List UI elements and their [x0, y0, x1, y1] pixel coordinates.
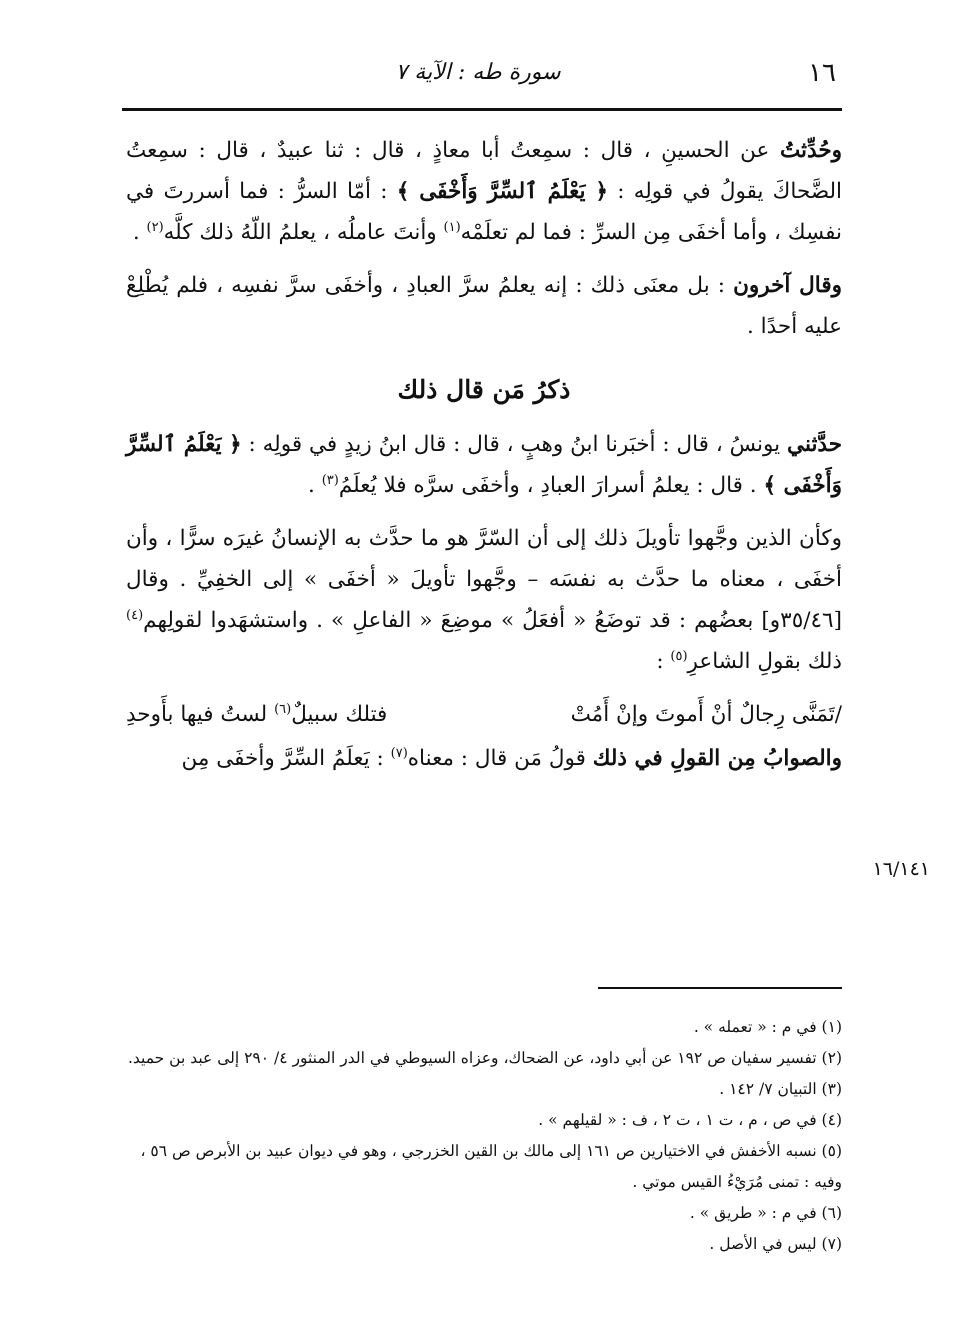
paragraph-text: عن الحسينِ ، قال : سمِعتُ أبا معاذٍ ، قال : ثنا عبيدٌ ، قال : سمِعتُ الضَّحاكَ يقولُ في قولِه : — [126, 138, 842, 204]
footnote-item: (٦) في م : « طريق » . — [689, 1204, 842, 1222]
paragraph-text: . قال : يعلمُ أسرارَ العبادِ ، وأخفَى سرَّه فلا يُعلَمُ — [338, 473, 764, 498]
paragraph-text: يونسُ ، قال : أخبَرنا ابنُ وهبٍ ، قال : قال ابنُ زيدٍ في قولِه : — [241, 432, 788, 457]
paragraph-lead: وقال آخرون — [733, 273, 842, 298]
paragraph-lead: حدَّثني — [787, 432, 842, 457]
margin-volume-reference: ١٦/١٤١ — [872, 858, 930, 880]
paragraph-text: وكأن الذين وجَّهوا تأويلَ ذلك إلى أن السّرَّ هو ما حدَّث به الإنسانُ غيرَه سرًّا ، وأن أخفَى ، معناه ما حدَّث به نفسَه – وجَّهوا تأويلَ « أخفَى » إلى الخفِيِّ . وقال [٣٥/٤٦و] بعضُهم : قد توضَعُ « أفعَلُ » موضِعَ « الفاعلِ » . واستشهَدوا لقولِهم — [126, 526, 842, 633]
poem-text: لستُ فيها بأَوحدِ — [126, 702, 275, 727]
paragraph-lead: والصوابُ مِن القولِ في ذلك — [592, 746, 842, 771]
paragraph-text: : أمّا السرُّ : فما أسررتَ في نفسِك ، وأما أخفَى مِن السرِّ : فما لم تعلَمْه — [126, 179, 842, 245]
paragraph-text: : بل معنَى ذلك : إنه يعلمُ سرَّ العبادِ ، وأخفَى سرَّ نفسِه ، فلم يُطْلِعْ عليه أحدًا . — [126, 273, 842, 339]
running-header-title: سورة طه : الآية ٧ — [395, 60, 561, 85]
footnote-ref: (٤) — [126, 607, 144, 623]
paragraph-3 — [126, 424, 842, 506]
paragraph-1 — [126, 130, 842, 253]
footnote-item: (٣) التبيان ٧/ ١٤٢ . — [719, 1080, 842, 1098]
footnote-ref: (٥) — [670, 648, 688, 664]
footnote-item: (٥) نسبه الأخفش في الاختيارين ص ١٦١ إلى مالك بن القين الخزرجي ، وهو في ديوان عبيد بن الأبرص ص ٥٦ ، وفيه : تمنى مُرَيْءُ القيس موتي . — [140, 1142, 842, 1191]
footnote-item: (١) في م : « تعمله » . — [693, 1018, 842, 1036]
poem-text: فتلك سبيلٌ — [291, 702, 388, 727]
footnote-ref: (٧) — [390, 745, 408, 761]
section-heading: ذكرُ مَن قال ذلك — [397, 375, 571, 404]
paragraph-text: قولُ مَن قال : معناه — [407, 746, 593, 771]
poetry-verse — [126, 694, 842, 738]
main-text — [126, 130, 842, 791]
paragraph-text: : — [656, 649, 671, 674]
footnote-ref: (٣) — [321, 472, 339, 488]
header-rule — [122, 108, 842, 111]
footnote-ref: (٢) — [146, 219, 164, 235]
paragraph-text: . — [132, 220, 147, 245]
footnote-item: (٤) في ص ، م ، ت ١ ، ت ٢ ، ف : « لقيلهم » . — [538, 1111, 842, 1129]
poem-hemistich-first: /تَمَنَّى رِجالٌ أنْ أَموتَ وإنْ أَمُتْ — [570, 702, 842, 727]
paragraph-4 — [126, 518, 842, 682]
poem-hemistich-second — [126, 694, 387, 735]
quran-verse: ﴿ يَعْلَمُ ٱلسِّرَّ وَأَخْفَى ﴾ — [126, 432, 842, 498]
footnote-ref: (١) — [443, 219, 461, 235]
paragraph-lead: وحُدِّثتُ — [779, 138, 842, 163]
footnote-ref: (٦) — [274, 701, 292, 717]
footnote-separator — [598, 987, 842, 989]
paragraph-text: وأنتَ عاملُه ، يعلمُ اللّهُ ذلك كلَّه — [163, 220, 444, 245]
quran-verse: ﴿ يَعْلَمُ ٱلسِّرَّ وَأَخْفَى ﴾ — [396, 179, 608, 204]
paragraph-text: . — [308, 473, 322, 498]
footnote-item: (٧) ليس في الأصل . — [709, 1235, 842, 1253]
footnote-item: (٢) تفسير سفيان ص ١٩٢ عن أبي داود، عن الضحاك، وعزاه السيوطي في الدر المنثور ٤/ ٢٩٠ إلى عبد بن حميد. — [127, 1049, 842, 1067]
paragraph-text: : يَعلَمُ السِّرَّ وأخفَى مِن — [181, 746, 391, 771]
paragraph-5 — [126, 738, 842, 779]
paragraph-2 — [126, 265, 842, 347]
footnotes — [126, 1012, 842, 1260]
page-number: ١٦ — [808, 58, 836, 88]
paragraph-text: ذلك بقولِ الشاعرِ — [687, 649, 842, 674]
